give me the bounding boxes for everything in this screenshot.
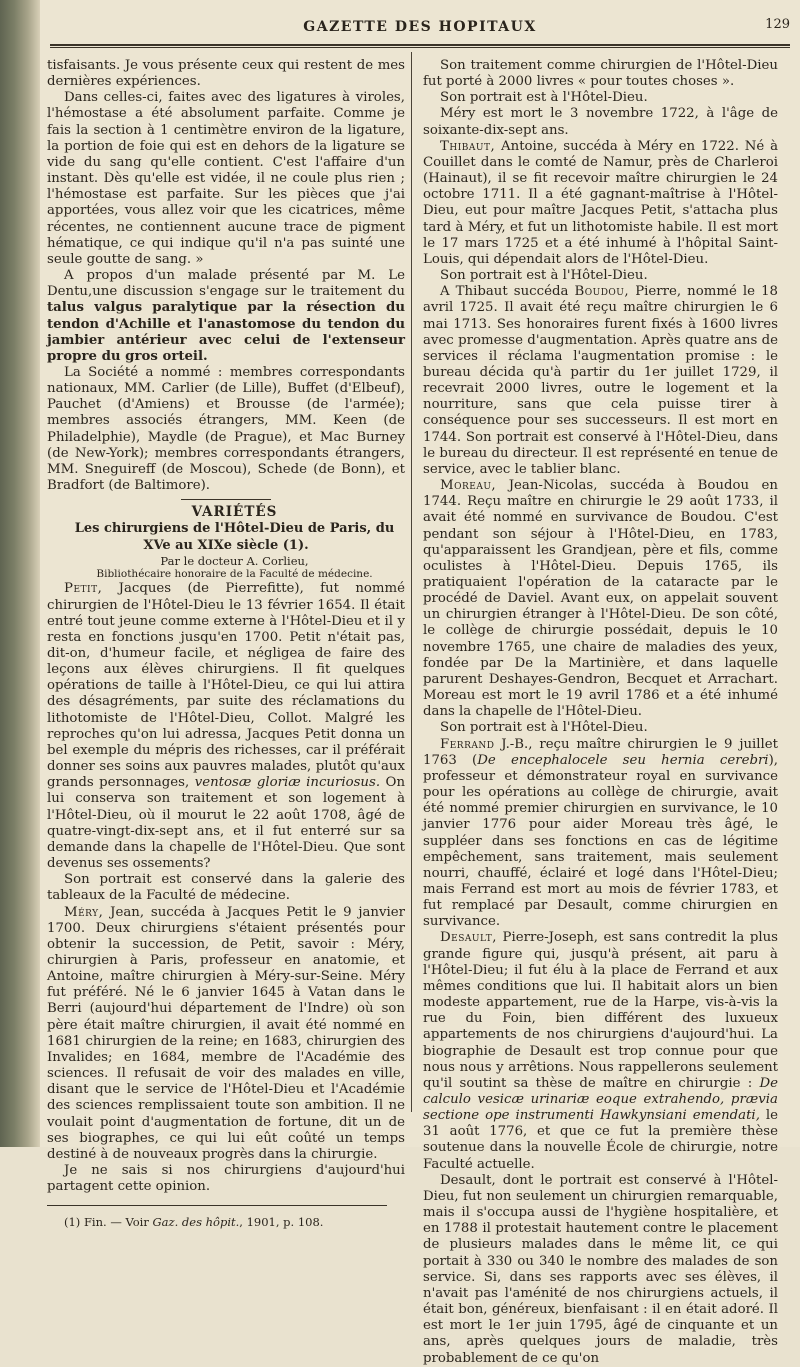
petit-latin: ventosæ gloriæ incuriosus. [194,775,381,791]
mery-death: Méry est mort le 3 novembre 1722, à l'âge de soixante-dix-sept ans. [423,106,778,138]
ferrand-thesis-title: De encephalocele seu hernia cerebri [477,752,769,768]
desault-name: Desault, [440,930,497,946]
boudou-name: Boudou, [574,284,630,300]
mery-portrait: Son portrait est à l'Hôtel-Dieu. [440,90,648,106]
desault-final-paragraph: Desault, dont le portrait est conservé à l'Hôtel-Dieu, fut non seulement un chirurgien remarquable, mais il s'occupa aussi de l'hygiène hospitalière, et en 1788 il protestait hautement contre le placement de plusieurs malades dans le même lit, ce qui portait à 330 ou 340 le nombre des malades de son service. Si, dans ses rapports avec ses élèves, il n'avait pas l'aménité de nos chirurgiens actuels, il était bon, généreux, bienfaisant : il en était adoré. Il est mort le 1er juin 1795, âgé de cinquante et un ans, après quelques jours de maladie, très probablement de ce qu'on [423,1172,778,1366]
footnote-ref: Gaz. des hôpit. [152,1215,240,1230]
petit-paragraph [47,581,405,872]
petit-text-2: On lui conserva son traitement et son logement à l'Hôtel-Dieu, où il mourut le 22 août 1708, âgé de quatre-vingt-dix-sept ans, et il fut enterré sur sa demande dans la chapelle de l'Hôtel-Dieu. Que sont devenus ses ossements? [47,775,406,872]
thibaut-text: Antoine, succéda à Méry en 1722. Né à Couillet dans le comté de Namur, près de Charleroi (Hainaut), il se fit recevoir maître chirurgien le 24 octobre 1711. Il a été gagnant-maîtrise à l'Hôtel-Dieu, eut pour maître Jacques Petit, s'attacha plus tard à Méry, et fut un lithotomiste habile. Il est mort le 17 mars 1725 et a été inhumé à l'hôpital Saint-Louis, qui dépendait alors de l'Hôtel-Dieu. [423,138,778,267]
page-header [50,16,790,42]
moreau-text: Jean-Nicolas, succéda à Boudou en 1744. Reçu maître en chirurgie le 29 août 1733, il avait été nommé en survivance de Boudou. C'est pendant son séjour à l'Hôtel-Dieu, en 1783, qu'apparaissent les Grandjean, père et fils, comme oculistes à l'Hôtel-Dieu. Depuis 1765, ils pratiquaient l'opération de la cataracte par le procédé de Daviel. Avant eux, on appelait souvent un chirurgien étranger à l'Hôtel-Dieu. De son côté, le collège de chirurgie possédait, depuis le 10 novembre 1765, une chaire de maladies des yeux, fondée par De la Martinière, et dans laquelle parurent Deshayes-Gendron, Becquet et Arrachart. Moreau est mort le 19 avril 1786 et a été inhumé dans la chapelle de l'Hôtel-Dieu. [423,478,778,720]
newspaper-page [40,0,800,1366]
ferrand-text: J.-B., reçu maître chirurgien le 9 juillet 1763 ( [423,736,778,768]
page-number: 129 [765,17,790,32]
mery-continuation: Son traitement comme chirurgien de l'Hôtel-Dieu fut porté à 2000 livres « pour toutes choses ». [423,58,778,90]
ferrand-text-2: ), professeur et démonstrateur royal en survivance pour les opérations au collège de chirurgie, avait été nommé premier chirurgien en survivance, le 10 janvier 1776 pour aider Moreau très âgé, le suppléer dans ses fonctions en cas de légitime empêchement, sans traitement, mais seulement nourri, chauffé, éclairé et logé dans l'Hôtel-Dieu; mais Ferrand est mort au mois de février 1783, et fut remplacé par Desault, comme chirurgien en survivance. [423,752,778,930]
publication-title: GAZETTE DES HOPITAUX [303,19,537,35]
mery-paragraph [47,905,405,1164]
header-rule [50,44,790,48]
article-byline: Par le docteur A. Corlieu, [160,554,309,569]
boudou-text: Pierre, nommé le 18 avril 1725. Il avait été reçu maître chirurgien le 6 mai 1713. Ses honoraires furent fixés à 1600 livres avec promesse d'augmentation. Après quatre ans de services il réclama l'augmentation promise : le bureau décida qu'à partir du 1er juillet 1729, il recevrait 2000 livres, outre le logement et la nourriture, sans que cela puisse tirer à conséquence pour ses successeurs. Il est mort en 1744. Son portrait est conservé à l'Hôtel-Dieu, dans le bureau du directeur. Il est représenté en tenue de service, avec le tablier blanc. [423,284,779,477]
intro-paragraph-2: Dans celles-ci, faites avec des ligatures à viroles, l'hémostase a été absolument parfaite. Comme je fais la section à 1 centimètre environ de la ligature, la portion de foie qui est en dehors de la ligature se vide du sang qu'elle contient. C'est l'affaire d'un instant. Dès qu'elle est vidée, il ne coule plus rien ; l'hémostase est parfaite. Sur les pièces que j'ai apportées, vous allez voir que les cicatrices, même récentes, ne contiennent aucune trace de pigment hématique, ce qui indique qu'il n'a pas suinté une seule goutte de sang. » [47,90,405,267]
footnote-text: (1) Fin. — Voir [64,1215,153,1230]
desault-paragraph [423,930,778,1172]
page-binding-edge [0,0,40,1147]
dentu-paragraph [47,268,405,365]
ferrand-paragraph [423,737,778,931]
left-column [47,58,405,1230]
moreau-paragraph [423,478,778,720]
dentu-lead: A propos d'un malade présenté par M. Le Dentu,une discussion s'engage sur le traitement du [47,268,405,300]
thibaut-paragraph [423,139,778,268]
thibaut-portrait: Son portrait est à l'Hôtel-Dieu. [440,268,648,284]
moreau-name: Moreau, [440,478,497,494]
right-column [423,58,778,1367]
mery-text: Jean, succéda à Jacques Petit le 9 janvier 1700. Deux chirurgiens s'étaient présentés pour obtenir la succession, de Petit, savoir : Méry, chirurgien à Paris, professeur en anatomie, et Antoine, maître chirurgien à Méry-sur-Seine. Méry fut préféré. Né le 6 janvier 1645 à Vatan dans le Berri (aujourd'hui département de l'Indre) où son père était maître chirurgien, il avait été nommé en 1681 chirurgien de la reine; en 1683, chirurgien des Invalides; en 1684, membre de l'Académie des sciences. Il refusait de voir des malades en ville, disant que le service de l'Hôtel-Dieu et l'Académie des sciences remplissaient toute son ambition. Il ne voulait point d'augmentation de fortune, dit un de ses biographes, ce qui lui eût coûté un temps destiné à de nouveaux progrès dans la chirurgie. [47,904,405,1162]
desault-text-2: le 31 août 1776, et que ce fut la première thèse soutenue dans la nouvelle École de chirurgie, notre Faculté actuelle. [423,1108,778,1172]
petit-portrait: Son portrait est conservé dans la galerie des tableaux de la Faculté de médecine. [47,872,405,904]
desault-thesis-title: De calculo vesicæ urinariæ eoque extrahendo, prævia sectione ope instrumenti Hawkynsiani emendati, [423,1075,778,1124]
mery-closing: Je ne sais si nos chirurgiens d'aujourd'hui partagent cette opinion. [47,1163,405,1195]
petit-text: Jacques (de Pierrefitte), fut nommé chirurgien de l'Hôtel-Dieu le 13 février 1654. Il était entré tout jeune comme externe à l'Hôtel-Dieu et il y resta en fonctions jusqu'en 1700. Petit n'était pas, dit-on, d'humeur facile, et négligea de faire des leçons aux élèves chirurgiens. Il fit quelques opérations de taille à l'Hôtel-Dieu, ce qui lui attira des désagréments, par suite des réclamations du lithotomiste de l'Hôtel-Dieu, Collot. Malgré les reproches qu'on lui adressa, Jacques Petit donna un bel exemple du mépris des richesses, car il préférait donner ses soins aux pauvres malades, plutôt qu'aux grands personnages, [47,581,405,791]
article-byline-role: Bibliothécaire honoraire de la Faculté de médecine. [96,568,373,581]
dentu-bold-topic: talus valgus paralytique par la résection du tendon d'Achille et l'anastomose du tendon du jambier antérieur avec celui de l'extenseur propre du gros orteil. [47,300,405,364]
footnote-tail: , 1901, p. 108. [239,1215,324,1230]
members-paragraph: La Société a nommé : membres correspondants nationaux, MM. Carlier (de Lille), Buffet (d'Elbeuf), Pauchet (d'Amiens) et Brousse (de l'armée); membres associés étrangers, MM. Keen (de Philadelphie), Maydle (de Prague), et Mac Burney (de New-York); membres correspondants étrangers, MM. Sneguireff (de Moscou), Schede (de Bonn), et Bradfort (de Baltimore). [47,364,405,494]
section-separator [181,499,271,501]
desault-text: Pierre-Joseph, est sans contredit la plus grande figure qui, jusqu'à présent, ait paru à l'Hôtel-Dieu; il fut élu à la place de Ferrand et aux mêmes conditions que lui. Il habitait alors un bien modeste appartement, rue de la Harpe, vis-à-vis la rue du Foin, bien différent des luxueux appartements de nos chirurgiens d'aujourd'hui. La biographie de Desault est trop connue pour que nous nous y arrêtions. Nous rappellerons seulement qu'il soutint sa thèse de maître en chirurgie : [423,930,778,1091]
ferrand-name: Ferrand [440,736,495,752]
footnote [47,1214,405,1230]
section-title: VARIÉTÉS [191,504,278,521]
article-title: Les chirurgiens de l'Hôtel-Dieu de Paris, du XVe au XIXe siècle (1). [74,521,395,554]
thibaut-name: Thibaut, [440,138,496,154]
boudou-paragraph [423,284,778,478]
petit-name: Petit, [64,581,103,597]
column-divider [411,52,412,1112]
moreau-portrait: Son portrait est à l'Hôtel-Dieu. [440,720,648,736]
boudou-lead: A Thibaut succéda [440,284,575,300]
mery-name: Méry, [64,904,104,920]
footnote-rule [47,1205,387,1206]
intro-paragraph-1: tisfaisants. Je vous présente ceux qui restent de mes dernières expériences. [47,58,405,90]
